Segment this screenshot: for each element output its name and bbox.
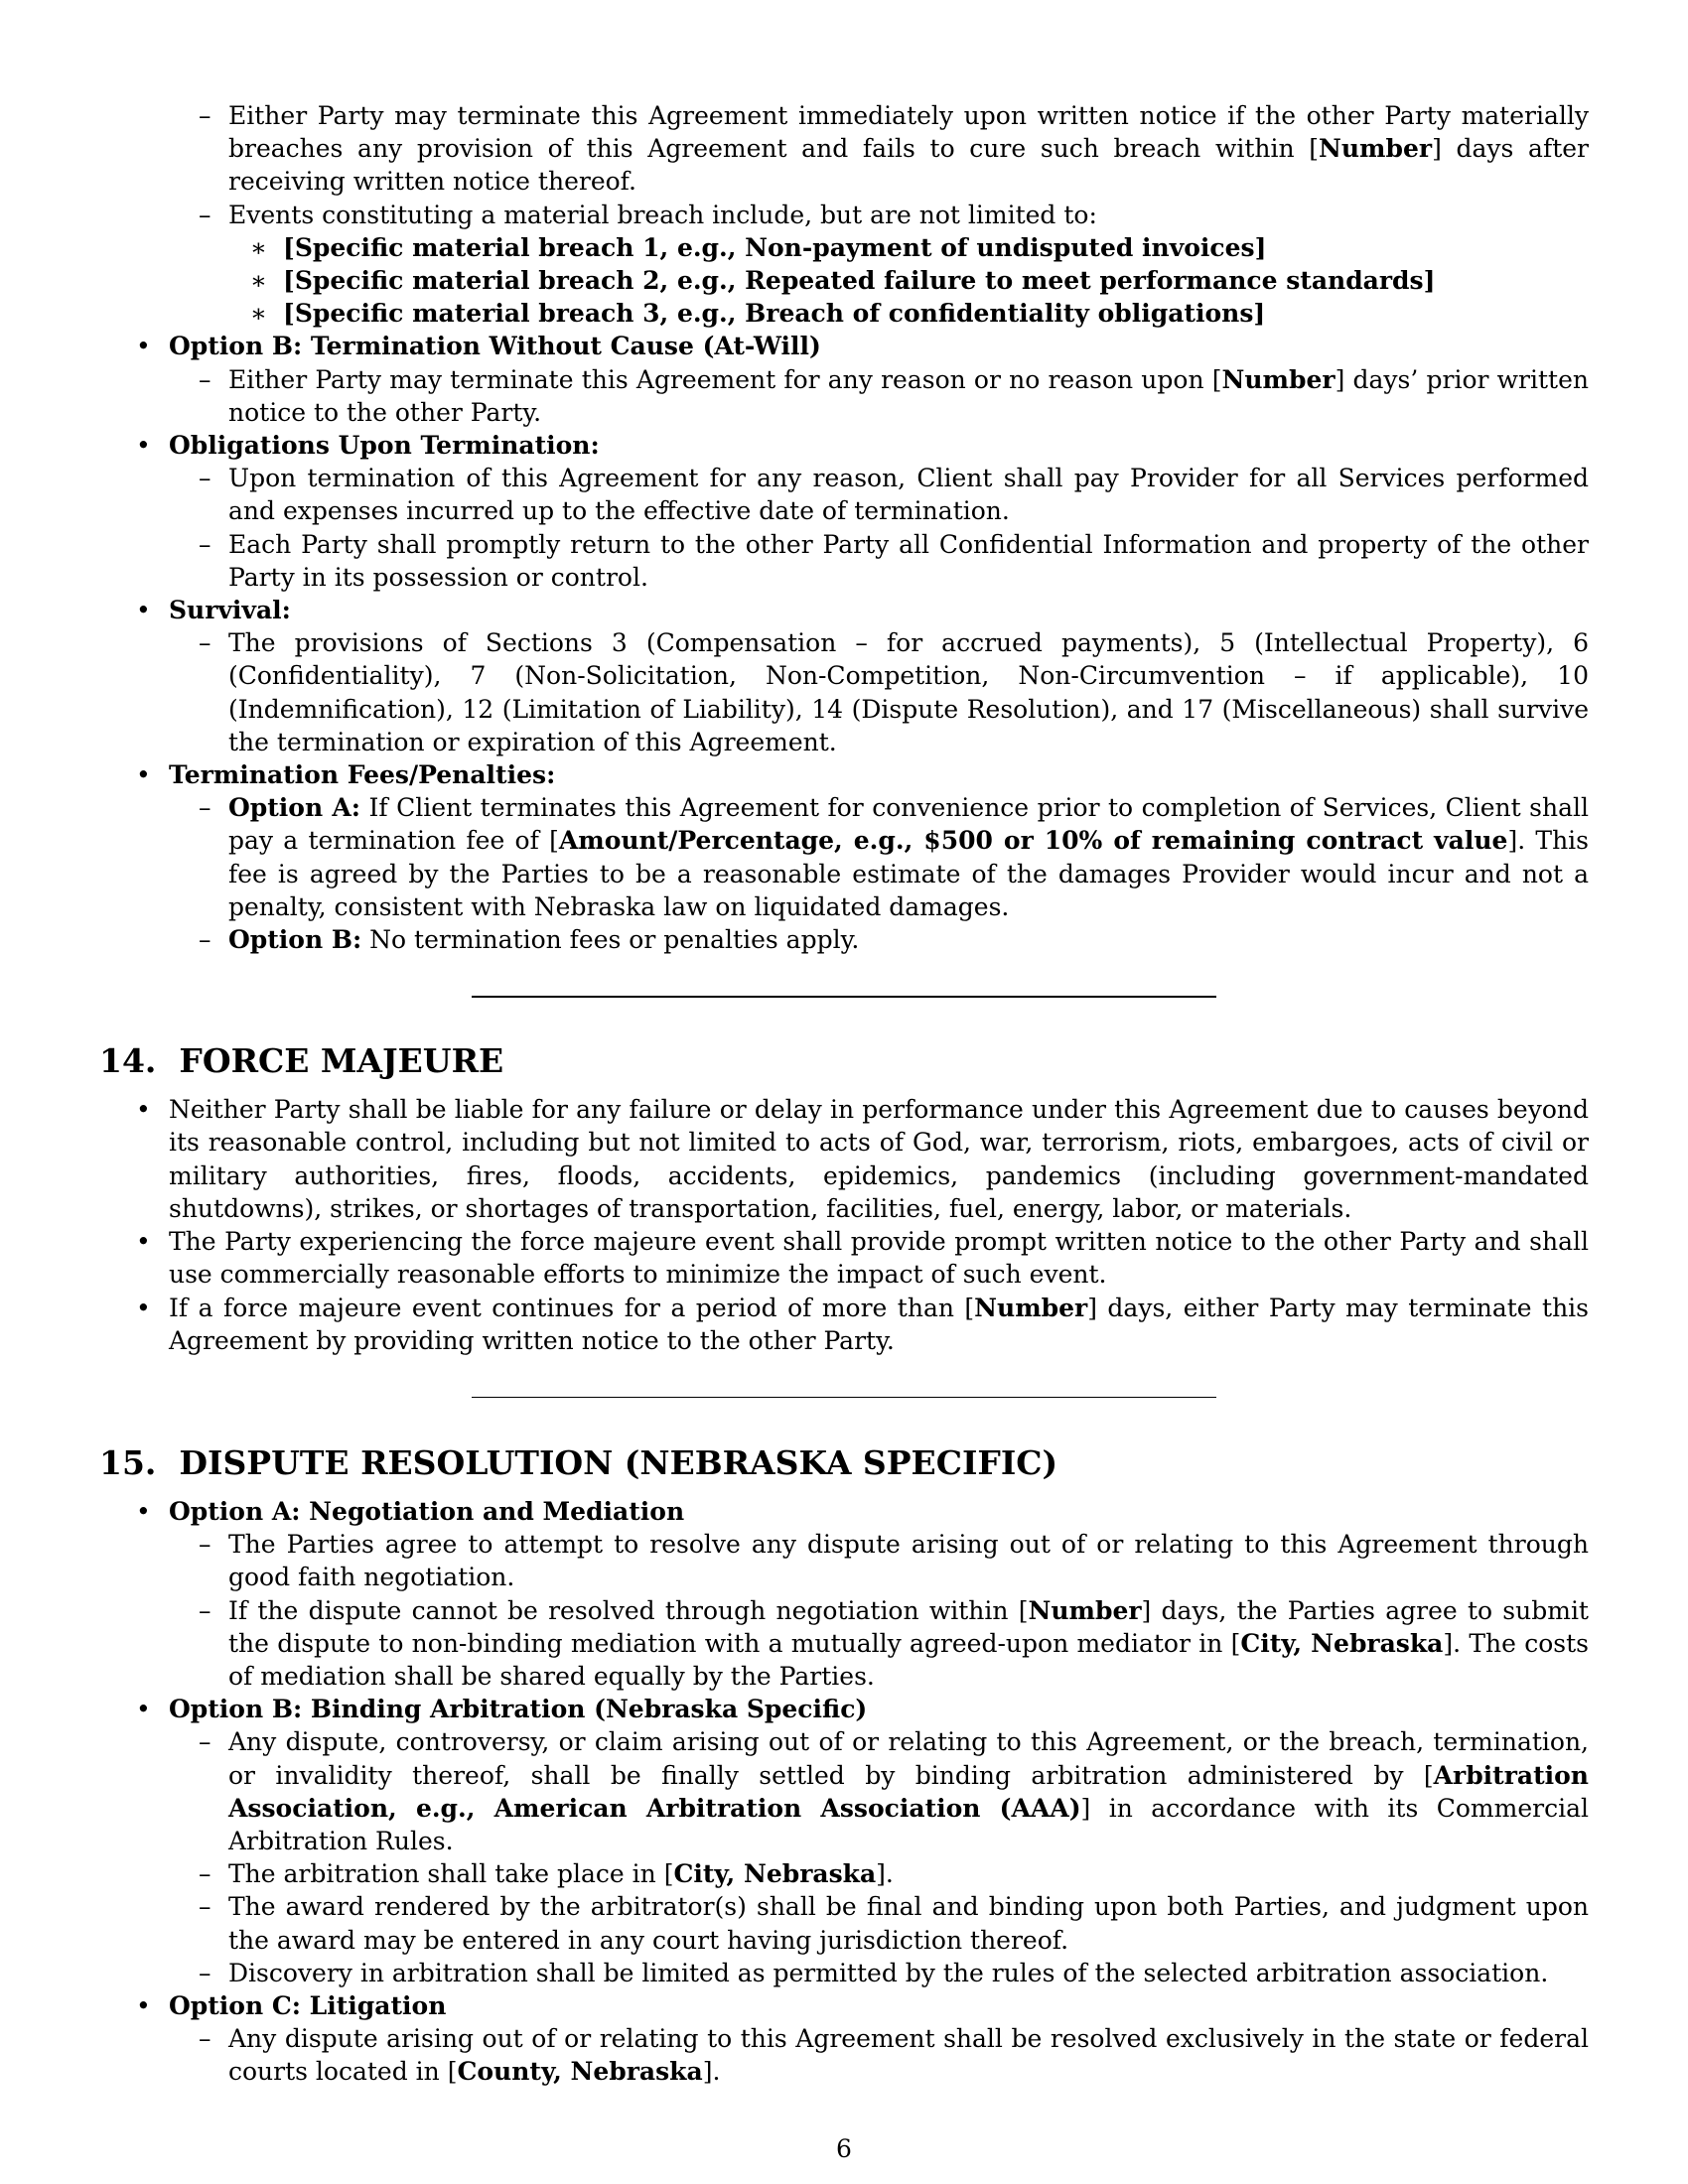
obligations-title: Obligations Upon Termination: [169,431,600,461]
list-item: ∗ [Specific material breach 2, e.g., Repeated failure to meet performance standards] [228,264,1589,297]
list-item: – If the dispute cannot be resolved through negotiation within [Number] days, the Parties agree to submit the dispute to non-binding mediation with a mutually agreed-upon mediator in [City, Nebraska]. The costs of mediation shall be shared equally by the Parties. [169,1594,1589,1694]
list-item: ∗ [Specific material breach 1, e.g., Non-payment of undisputed invoices] [228,231,1589,264]
force-majeure-list [99,1093,1589,1357]
list-item [99,330,1589,429]
list-item: – The award rendered by the arbitrator(s) shall be final and binding upon both Parties, and judgment upon the award may be entered in any court having jurisdiction thereof. [169,1890,1589,1956]
dispute-list [99,1495,1589,2089]
page-number: 6 [836,2134,852,2163]
list-item [99,429,1589,594]
list-item: – Option A: If Client terminates this Agreement for convenience prior to completion of Services, Client shall pay a termination fee of [Amount/Percentage, e.g., $500 or 10% of remaining contract value]. This fee is agreed by the Parties to be a reasonable estimate of the damages Provider would incur and not a penalty, consistent with Nebraska law on liquidated damages. [169,791,1589,923]
list-item: – Any dispute, controversy, or claim arising out of or relating to this Agreement, or the breach, termination, or invalidity thereof, shall be finally settled by binding arbitration administered by [Arbitration Association, e.g., American Arbitration Association (AAA)] in accordance with its Commercial Arbitration Rules. [169,1725,1589,1857]
list-item: • Neither Party shall be liable for any failure or delay in performance under this Agreement due to causes beyond its reasonable control, including but not limited to acts of God, war, terrorism, riots, embargoes, acts of civil or military authorities, fires, floods, accidents, epidemics, pandemics (including government-mandated shutdowns), strikes, or shortages of transportation, facilities, fuel, energy, labor, or materials. [99,1093,1589,1225]
list-item: – The arbitration shall take place in [City, Nebraska]. [169,1857,1589,1890]
list-item: • The Party experiencing the force majeure event shall provide prompt written notice to the other Party and shall use commercially reasonable efforts to minimize the impact of such event. [99,1225,1589,1291]
option-b-title: Option B: Termination Without Cause (At-Will) [169,332,821,361]
list-item: – Upon termination of this Agreement for any reason, Client shall pay Provider for all Services performed and expenses incurred up to the effective date of termination. [169,462,1589,527]
list-item: – Any dispute arising out of or relating to this Agreement shall be resolved exclusively in the state or federal courts located in [County, Nebraska]. [169,2022,1589,2088]
option-b-title: Option B: Binding Arbitration (Nebraska Specific) [169,1695,868,1724]
list-item: – The provisions of Sections 3 (Compensation – for accrued payments), 5 (Intellectual Property), 6 (Confidentiality), 7 (Non-Solicitation, Non-Competition, Non-Circumvention – if applicable), 10 (Indemnification), 12 (Limitation of Liability), 14 (Dispute Resolution), and 17 (Miscellaneous) shall survive the termination or expiration of this Agreement. [169,626,1589,758]
termination-list [99,330,1589,956]
section-heading-dispute-resolution: 15. DISPUTE RESOLUTION (NEBRASKA SPECIFIC) [99,1442,1058,1482]
option-c-title: Option C: Litigation [169,1990,447,2020]
section-divider [472,996,1216,998]
fees-title: Termination Fees/Penalties: [169,760,556,790]
list-item [99,594,1589,758]
list-item: • If a force majeure event continues for a period of more than [Number] days, either Party may terminate this Agreement by providing written notice to the other Party. [99,1292,1589,1357]
list-item: – The Parties agree to attempt to resolve any dispute arising out of or relating to this Agreement through good faith negotiation. [169,1528,1589,1593]
list-item: – Either Party may terminate this Agreement for any reason or no reason upon [Number] days’ prior written notice to the other Party. [169,363,1589,429]
breach-list [228,231,1589,331]
list-item: – Option B: No termination fees or penalties apply. [169,923,1589,956]
survival-title: Survival: [169,596,291,625]
list-item: – Discovery in arbitration shall be limited as permitted by the rules of the selected arbitration association. [169,1957,1589,1989]
list-item: ∗ [Specific material breach 3, e.g., Breach of confidentiality obligations] [228,297,1589,330]
section-heading-force-majeure: 14. FORCE MAJEURE [99,1041,504,1081]
list-item: – Events constituting a material breach include, but are not limited to: ∗ [Specific material breach 1, e.g., Non-payment of undisputed invoices] ∗ [Specific material breach 2, e.g., Repeated failure to meet performance standards] ∗ [Specific material breach 3, e.g., Breach of confidentiality obligations] [169,199,1589,331]
list-item: – Each Party shall promptly return to the other Party all Confidential Information and property of the other Party in its possession or control. [169,528,1589,594]
list-item [99,1495,1589,1693]
option-a-title: Option A: Negotiation and Mediation [169,1496,685,1526]
list-item: – Either Party may terminate this Agreement immediately upon written notice if the other Party materially breaches any provision of this Agreement and fails to cure such breach within [Number] days after receiving written notice thereof. [169,99,1589,199]
termination-cause-list [169,99,1589,330]
list-item [99,1989,1589,2089]
list-item [99,1693,1589,1989]
list-item [99,758,1589,956]
section-divider [472,1397,1216,1398]
page-content [99,99,1589,2089]
